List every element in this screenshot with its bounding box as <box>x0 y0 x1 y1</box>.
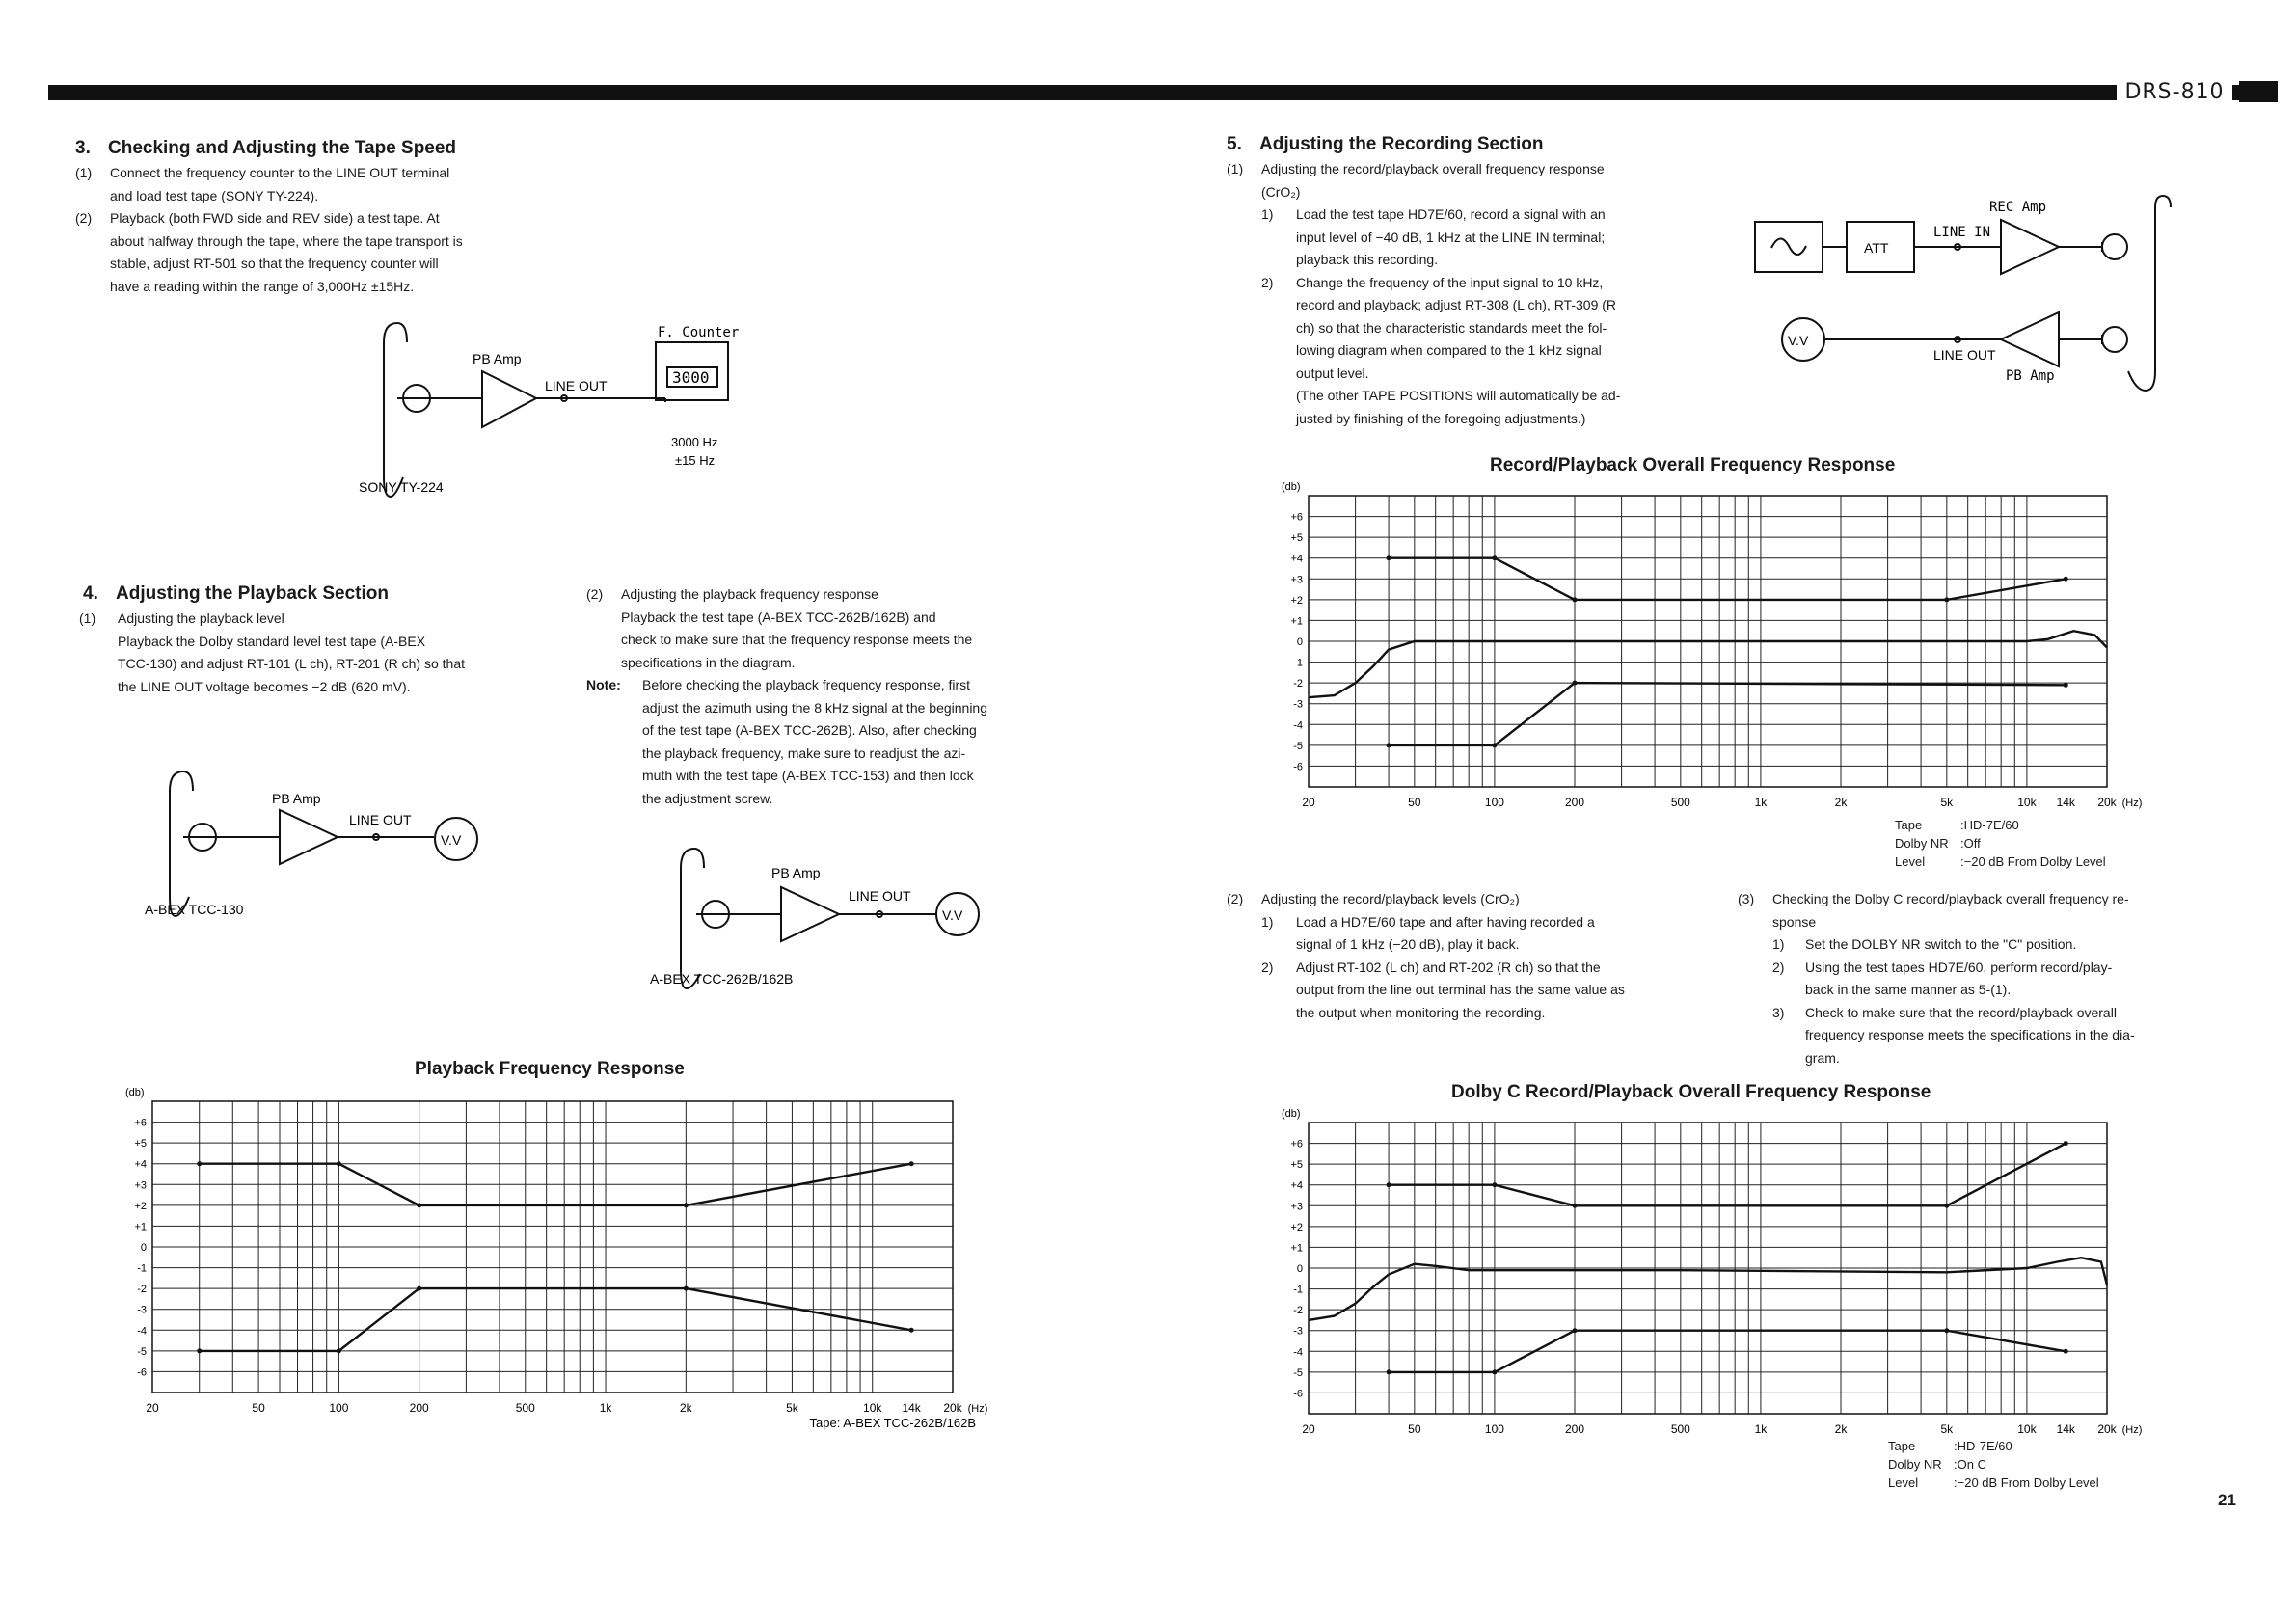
svg-text:PB Amp: PB Amp <box>272 791 321 806</box>
list-item: (2) Playback (both FWD side and REV side) a test tape. At about halfway through the tape, where the tape transport is stable, adjust RT-501 so that the frequency counter will have a reading within the range of 3,000Hz ±15Hz. <box>75 210 463 294</box>
y-tick-label: -2 <box>1293 1305 1303 1317</box>
data-point <box>417 1286 421 1291</box>
list-item: (1) Connect the frequency counter to the LINE OUT terminal and load test tape (SONY TY-224). <box>75 165 450 203</box>
chart-title-playback: Playback Frequency Response <box>415 1059 685 1079</box>
y-tick-label: -6 <box>1293 1388 1303 1400</box>
data-point <box>1573 597 1578 602</box>
x-tick-label: 50 <box>252 1401 265 1415</box>
counter-value: 3000 <box>672 368 710 387</box>
chart-playback-frequency-response <box>116 1078 1003 1445</box>
x-tick-label: 10k <box>2017 1422 2037 1436</box>
data-point <box>337 1161 341 1166</box>
y-tick-label: -4 <box>137 1325 147 1338</box>
x-tick-label: 1k <box>1754 1422 1768 1436</box>
data-point <box>2064 1349 2068 1354</box>
y-tick-label: -1 <box>137 1262 147 1275</box>
section5-title: 5. Adjusting the Recording Section <box>1227 134 1544 154</box>
y-tick-label: +4 <box>134 1158 147 1171</box>
y-tick-label: 0 <box>1296 1263 1303 1275</box>
data-point <box>1573 1328 1578 1333</box>
x-axis-label: (Hz) <box>2121 798 2143 809</box>
chart-record-playback-frequency-response <box>1258 478 2146 816</box>
x-tick-label: 200 <box>409 1401 429 1415</box>
data-point <box>1387 743 1391 747</box>
tape-label: SONY TY-224 <box>359 479 444 495</box>
x-tick-label: 200 <box>1564 1422 1585 1436</box>
x-axis-label: (Hz) <box>967 1403 988 1415</box>
y-tick-label: +3 <box>134 1179 147 1192</box>
data-point <box>684 1286 689 1291</box>
svg-text:REC Amp: REC Amp <box>1989 200 2047 215</box>
y-tick-label: +1 <box>1290 615 1303 628</box>
y-tick-label: +2 <box>1290 1221 1303 1233</box>
section3-body <box>75 162 528 298</box>
svg-text:LINE OUT: LINE OUT <box>349 812 412 827</box>
svg-text:PB Amp: PB Amp <box>771 865 821 880</box>
x-tick-label: 100 <box>329 1401 349 1415</box>
pb-amp-triangle <box>482 371 536 427</box>
y-axis-label: (db) <box>1282 481 1301 493</box>
chart2-legend: Tape : HD-7E/60 Dolby NR : Off Level : −20 dB From Dolby Level <box>1895 818 2106 869</box>
freq-label: 3000 Hz <box>671 435 718 449</box>
model-name: DRS-810 <box>2117 77 2232 106</box>
x-tick-label: 5k <box>1940 796 1954 809</box>
y-tick-label: -4 <box>1293 1346 1303 1359</box>
y-tick-label: -6 <box>137 1366 147 1379</box>
x-tick-label: 20 <box>1302 796 1315 809</box>
y-tick-label: +6 <box>1290 511 1303 524</box>
section5-item3: (3) Checking the Dolby C record/playback overall frequency re- sponse 1) Set the DOLBY NR switch to the "C" position. 2) Using the test tapes HD7E/60, perform record/play- back in the same manner as 5-(1). 3) Check to make sure that the record/playback overall frequency response meets the specifications in the dia- gram. <box>1738 891 2135 1066</box>
y-tick-label: -2 <box>137 1284 147 1296</box>
y-tick-label: +5 <box>134 1138 147 1150</box>
y-tick-label: +4 <box>1290 1179 1303 1192</box>
playback-freq-diagram <box>646 839 1013 993</box>
x-tick-label: 5k <box>1940 1422 1954 1436</box>
data-point <box>417 1203 421 1207</box>
header-block <box>2239 81 2278 102</box>
y-tick-label: 0 <box>140 1242 147 1254</box>
x-tick-label: 100 <box>1484 1422 1504 1436</box>
y-tick-label: +2 <box>134 1200 147 1212</box>
tol-label: ±15 Hz <box>675 453 716 468</box>
data-point <box>1573 1204 1578 1208</box>
y-tick-label: +1 <box>134 1221 147 1233</box>
x-tick-label: 20 <box>1302 1422 1315 1436</box>
data-point <box>1387 1182 1391 1187</box>
chart3-legend: Tape : HD-7E/60 Dolby NR : On C Level : −20 dB From Dolby Level <box>1888 1439 2099 1490</box>
chart-footnote: Tape: A-BEX TCC-262B/162B <box>809 1416 976 1430</box>
section4-item2: (2) Adjusting the playback frequency response Playback the test tape (A-BEX TCC-262B/162B) and check to make sure that the frequency response meets the specifications in the diagram. Note: Before checking the playback frequency response, first adjust the azimuth using the 8 kHz signal at the beginning of the test tape (A-BEX TCC-262B). Also, after checking the playback frequency, make sure to readjust the azi- muth with the test tape (A-BEX TCC-153) and then lock the adjustment screw. <box>586 583 1044 810</box>
data-point <box>1492 1182 1497 1187</box>
data-point <box>1573 681 1578 686</box>
svg-text:LINE IN: LINE IN <box>1933 225 1991 240</box>
data-point <box>1944 1204 1949 1208</box>
chart-title-record-playback: Record/Playback Overall Frequency Response <box>1490 455 1896 475</box>
data-point <box>1387 555 1391 560</box>
chart-dolby-c-frequency-response <box>1258 1101 2146 1439</box>
data-point <box>909 1161 914 1166</box>
series-line <box>1389 1144 2066 1206</box>
y-tick-label: +6 <box>134 1117 147 1129</box>
x-tick-label: 10k <box>863 1401 882 1415</box>
data-point <box>1944 1328 1949 1333</box>
data-point <box>1492 1369 1497 1374</box>
x-tick-label: 500 <box>1670 796 1690 809</box>
svg-text:A-BEX TCC-262B/162B: A-BEX TCC-262B/162B <box>650 971 794 987</box>
x-tick-label: 50 <box>1408 796 1421 809</box>
y-tick-label: -1 <box>1293 657 1303 669</box>
header-rule <box>48 85 2266 100</box>
playback-level-diagram <box>135 762 501 926</box>
y-tick-label: +6 <box>1290 1138 1303 1150</box>
counter-label: F. Counter <box>658 325 740 340</box>
y-tick-label: +3 <box>1290 574 1303 586</box>
recording-diagram <box>1750 188 2194 400</box>
data-point <box>2064 683 2068 688</box>
series-line <box>1309 631 2107 697</box>
section3-num: 3. <box>75 138 91 158</box>
data-point <box>1492 555 1497 560</box>
y-tick-label: 0 <box>1296 636 1303 648</box>
x-tick-label: 500 <box>1670 1422 1690 1436</box>
data-point <box>1492 743 1497 747</box>
x-tick-label: 5k <box>786 1401 798 1415</box>
y-tick-label: +1 <box>1290 1242 1303 1255</box>
svg-text:LINE OUT: LINE OUT <box>849 888 911 904</box>
series-line <box>1389 683 2066 745</box>
y-tick-label: +5 <box>1290 1159 1303 1172</box>
y-tick-label: -3 <box>1293 698 1303 711</box>
x-tick-label: 14k <box>902 1401 921 1415</box>
x-tick-label: 1k <box>599 1401 612 1415</box>
x-tick-label: 2k <box>1834 1422 1848 1436</box>
y-tick-label: +4 <box>1290 553 1303 565</box>
svg-text:V.V: V.V <box>942 907 963 923</box>
x-tick-label: 100 <box>1484 796 1504 809</box>
x-tick-label: 10k <box>2017 796 2037 809</box>
data-point <box>197 1161 202 1166</box>
y-axis-label: (db) <box>1282 1108 1301 1120</box>
data-point <box>909 1328 914 1333</box>
svg-text:LINE OUT: LINE OUT <box>1933 347 1996 363</box>
section4-item1: (1) Adjusting the playback level Playback the Dolby standard level test tape (A-BEX TCC-130) and adjust RT-101 (L ch), RT-201 (R ch) so that the LINE OUT voltage becomes −2 dB (620 mV). <box>79 610 466 694</box>
svg-text:A-BEX TCC-130: A-BEX TCC-130 <box>145 902 244 917</box>
x-tick-label: 200 <box>1564 796 1585 809</box>
y-tick-label: -1 <box>1293 1284 1303 1296</box>
data-point <box>2064 577 2068 582</box>
x-tick-label: 20 <box>146 1401 159 1415</box>
y-tick-label: -5 <box>1293 1366 1303 1379</box>
x-axis-label: (Hz) <box>2121 1424 2143 1436</box>
svg-text:PB Amp: PB Amp <box>2006 368 2055 384</box>
data-point <box>2064 1141 2068 1146</box>
y-tick-label: -4 <box>1293 719 1303 732</box>
x-tick-label: 20k <box>943 1401 962 1415</box>
y-tick-label: +2 <box>1290 594 1303 607</box>
y-tick-label: -6 <box>1293 761 1303 773</box>
svg-text:V.V: V.V <box>1788 333 1809 348</box>
x-tick-label: 14k <box>2056 796 2075 809</box>
x-tick-label: 1k <box>1754 796 1768 809</box>
x-tick-label: 50 <box>1408 1422 1421 1436</box>
x-tick-label: 20k <box>2097 796 2117 809</box>
y-axis-label: (db) <box>125 1087 145 1098</box>
x-tick-label: 2k <box>679 1401 692 1415</box>
y-tick-label: -3 <box>137 1304 147 1316</box>
y-tick-label: -2 <box>1293 678 1303 690</box>
section3-title: 3. Checking and Adjusting the Tape Speed <box>75 138 457 158</box>
y-tick-label: -5 <box>1293 740 1303 752</box>
data-point <box>197 1348 202 1353</box>
data-point <box>337 1348 341 1353</box>
x-tick-label: 14k <box>2056 1422 2075 1436</box>
line-out-label: LINE OUT <box>545 378 608 393</box>
page-number: 21 <box>2218 1491 2236 1509</box>
y-tick-label: +3 <box>1290 1201 1303 1213</box>
section5-item1: (1) Adjusting the record/playback overall frequency response (CrO₂) 1) Load the test tape HD7E/60, record a signal with an input level of −40 dB, 1 kHz at the LINE IN terminal; playback this recording. 2) Change the frequency of the input signal to 10 kHz, record and playback; adjust RT-308 (L ch), RT-309 (R ch) so that the characteristic standards meet the fol- lowing diagram when compared to the 1 kHz signal output level. (The other TAPE POSITIONS will automatically be ad- justed by finishing of the foregoing adjustments.) <box>1227 161 1621 426</box>
section5-item2: (2) Adjusting the record/playback levels (CrO₂) 1) Load a HD7E/60 tape and after having recorded a signal of 1 kHz (−20 dB), play it back. 2) Adjust RT-102 (L ch) and RT-202 (R ch) so that the output from the line out terminal has the same value as the output when monitoring the recording. <box>1227 891 1625 1020</box>
pb-amp-label: PB Amp <box>473 351 522 366</box>
series-line <box>200 1288 911 1351</box>
y-tick-label: -5 <box>137 1345 147 1358</box>
y-tick-label: -3 <box>1293 1325 1303 1338</box>
svg-text:ATT: ATT <box>1864 240 1889 256</box>
note: Note: Before checking the playback frequency response, first adjust the azimuth using the 8 kHz signal at the beginning of the test tape (A-BEX TCC-262B). Also, after checking the playback frequency, make sure to readjust the azi- muth with the test tape (A-BEX TCC-153) and then lock the adjustment screw. <box>586 677 988 806</box>
chart-title-dolby-c: Dolby C Record/Playback Overall Frequency Response <box>1451 1082 1931 1102</box>
data-point <box>684 1203 689 1207</box>
data-point <box>1944 597 1949 602</box>
data-point <box>1387 1369 1391 1374</box>
x-tick-label: 2k <box>1834 796 1848 809</box>
x-tick-label: 500 <box>515 1401 535 1415</box>
svg-text:V.V: V.V <box>441 832 462 848</box>
y-tick-label: +5 <box>1290 532 1303 545</box>
x-tick-label: 20k <box>2097 1422 2117 1436</box>
section4-title: 4. Adjusting the Playback Section <box>83 583 389 604</box>
tape-path <box>384 323 407 497</box>
tape-speed-diagram <box>347 313 771 506</box>
